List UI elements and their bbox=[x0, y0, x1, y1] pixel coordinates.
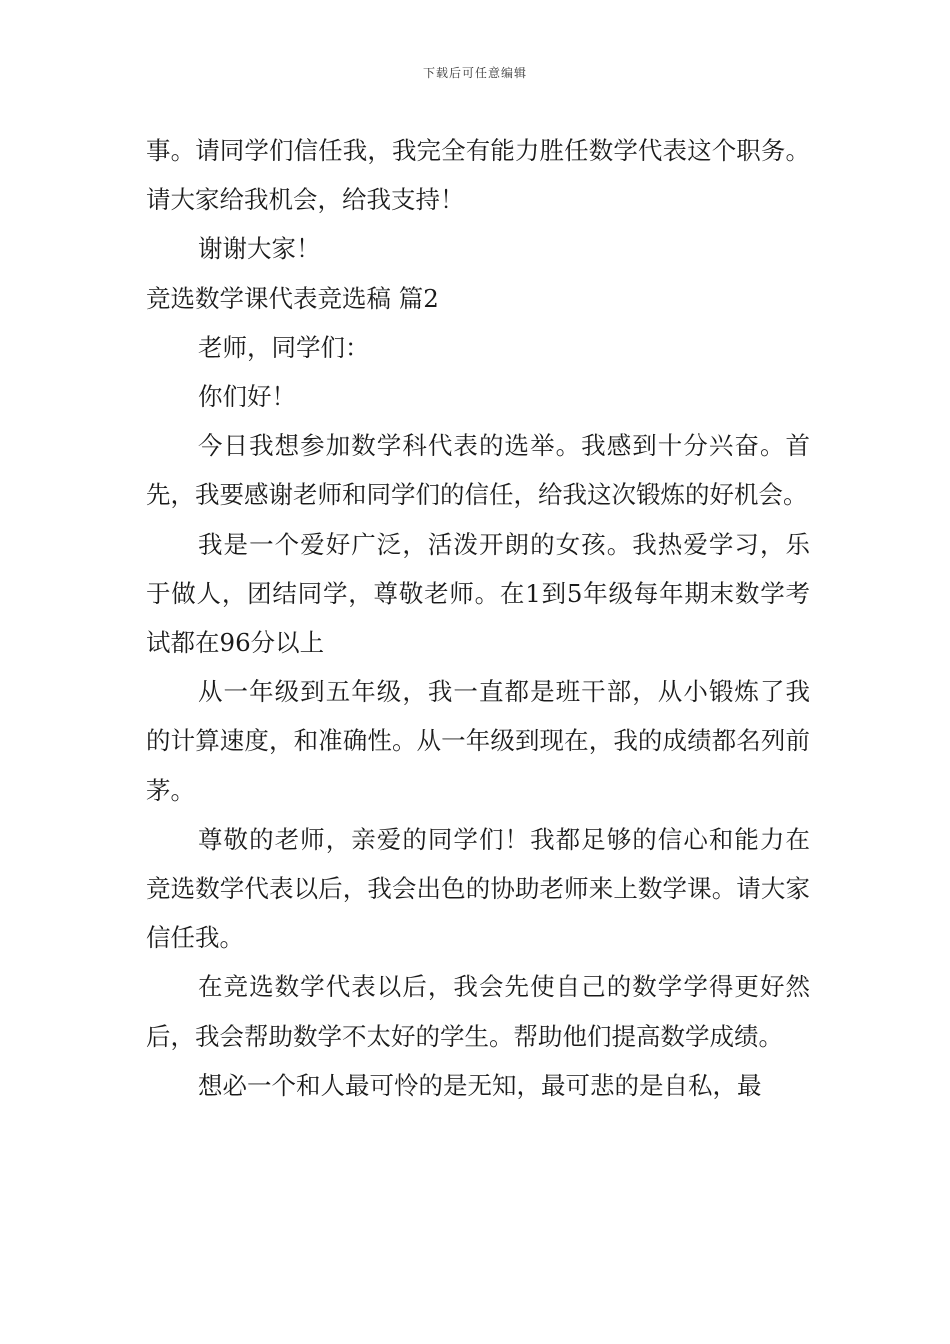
paragraph: 从一年级到五年级，我一直都是班干部，从小锻炼了我的计算速度，和准确性。从一年级到现在，我的成绩都名列前茅。 bbox=[146, 677, 810, 805]
paragraph: 在竞选数学代表以后，我会先使自己的数学学得更好然后，我会帮助数学不太好的学生。帮助他们提高数学成绩。 bbox=[146, 972, 810, 1051]
paragraph: 想必一个和人最可怜的是无知，最可悲的是自私，最 bbox=[198, 1070, 762, 1100]
paragraph: 事。请同学们信任我，我完全有能力胜任数学代表这个职务。请大家给我机会，给我支持！ bbox=[146, 136, 810, 215]
document-body bbox=[146, 126, 810, 1110]
paragraph: 尊敬的老师，亲爱的同学们！我都足够的信心和能力在竞选数学代表以后，我会出色的协助老师来上数学课。请大家信任我。 bbox=[146, 824, 810, 953]
page-header: 下载后可任意编辑 bbox=[422, 66, 527, 80]
paragraph: 谢谢大家！ bbox=[198, 234, 321, 264]
paragraph: 我是一个爱好广泛，活泼开朗的女孩。我热爱学习，乐于做人，团结同学，尊敬老师。在1到5年级每年期末数学考试都在96分以上 bbox=[146, 529, 810, 658]
greeting: 你们好！ bbox=[198, 382, 296, 412]
salutation: 老师，同学们： bbox=[198, 332, 370, 362]
section-title: 竞选数学课代表竞选稿 篇2 bbox=[146, 283, 439, 313]
paragraph: 今日我想参加数学科代表的选举。我感到十分兴奋。首先，我要感谢老师和同学们的信任，给我这次锻炼的好机会。 bbox=[146, 431, 810, 510]
